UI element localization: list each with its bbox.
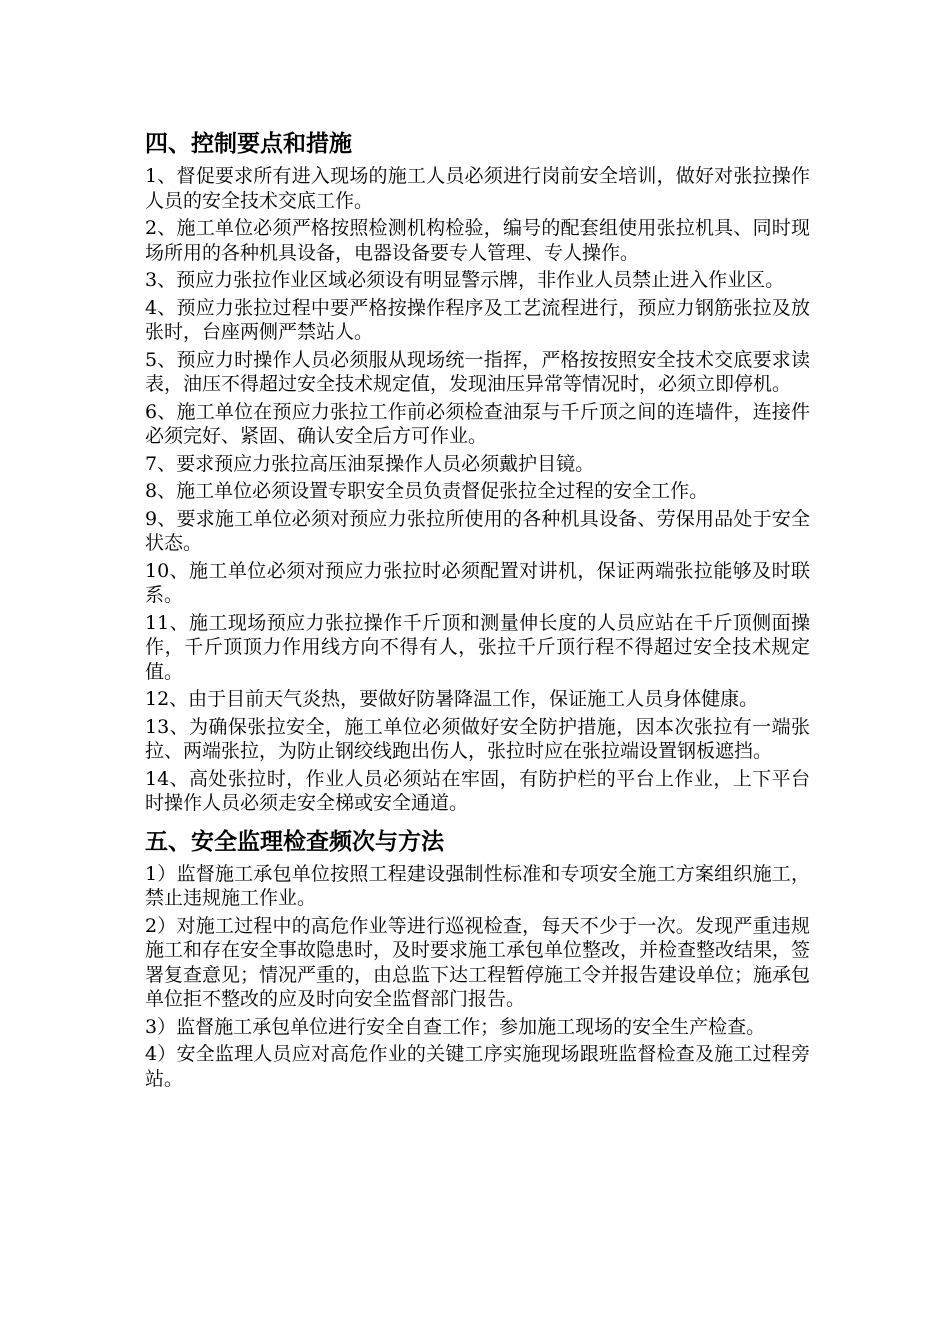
section-4-item: 3、预应力张拉作业区域必须设有明显警示牌，非作业人员禁止进入作业区。 [145,269,785,291]
section-4-item: 4、预应力张拉过程中要严格按操作程序及工艺流程进行，预应力钢筋张拉及放张时，台座两侧严禁站人。 [145,296,810,343]
section-5-list [145,862,810,1092]
section-4-item: 7、要求预应力张拉高压油泵操作人员必须戴护目镜。 [145,452,595,475]
section-4-item: 5、预应力时操作人员必须服从现场统一指挥，严格按按照安全技术交底要求读表，油压不得超过安全技术规定值，发现油压异常等情况时，必须立即停机。 [145,348,810,395]
document-page [145,128,810,1094]
section-4-item: 1、督促要求所有进入现场的施工人员必须进行岗前安全培训，做好对张拉操作人员的安全技术交底工作。 [145,165,810,212]
section-4-item: 6、施工单位在预应力张拉工作前必须检查油泵与千斤顶之间的连墙件，连接件必须完好、紧固、确认安全后方可作业。 [145,400,810,447]
section-4-item: 14、高处张拉时，作业人员必须站在牢固，有防护栏的平台上作业，上下平台时操作人员必须走安全梯或安全通道。 [145,767,810,814]
section-4-item: 10、施工单位必须对预应力张拉时必须配置对讲机，保证两端张拉能够及时联系。 [145,559,810,606]
section-5-heading: 五、安全监理检查频次与方法 [145,828,444,855]
section-5-item: 1）监督施工承包单位按照工程建设强制性标准和专项安全施工方案组织施工，禁止违规施工作业。 [145,862,810,909]
section-4-item: 2、施工单位必须严格按照检测机构检验，编号的配套组使用张拉机具、同时现场所用的各种机具设备，电器设备要专人管理、专人操作。 [145,217,810,264]
section-5-item: 4）安全监理人员应对高危作业的关键工序实施现场跟班监督检查及施工过程旁站。 [145,1043,810,1090]
section-4-item: 11、施工现场预应力张拉操作千斤顶和测量伸长度的人员应站在千斤顶侧面操作，千斤顶顶力作用线方向不得有人，张拉千斤顶行程不得超过安全技术规定值。 [145,611,810,683]
section-5-item: 3）监督施工承包单位进行安全自查工作；参加施工现场的安全生产检查。 [145,1015,766,1038]
section-5-item: 2）对施工过程中的高危作业等进行巡视检查，每天不少于一次。发现严重违规施工和存在安全事故隐患时，及时要求施工承包单位整改，并检查整改结果，签署复查意见；情况严重的，由总监下达工程暂停施工令并报告建设单位；施承包单位拒不整改的应及时向安全监督部门报告。 [145,914,811,1010]
section-4-item: 12、由于目前天气炎热，要做好防暑降温工作，保证施工人员身体健康。 [145,688,759,710]
section-4-item: 8、施工单位必须设置专职安全员负责督促张拉全过程的安全工作。 [145,480,709,502]
section-4-list [145,164,810,816]
section-4-item: 13、为确保张拉安全，施工单位必须做好安全防护措施，因本次张拉有一端张拉、两端张拉，为防止钢绞线跑出伤人，张拉时应在张拉端设置钢板遮挡。 [145,715,810,762]
section-4-heading: 四、控制要点和措施 [145,131,352,157]
section-4-item: 9、要求施工单位必须对预应力张拉所使用的各种机具设备、劳保用品处于安全状态。 [145,507,810,554]
